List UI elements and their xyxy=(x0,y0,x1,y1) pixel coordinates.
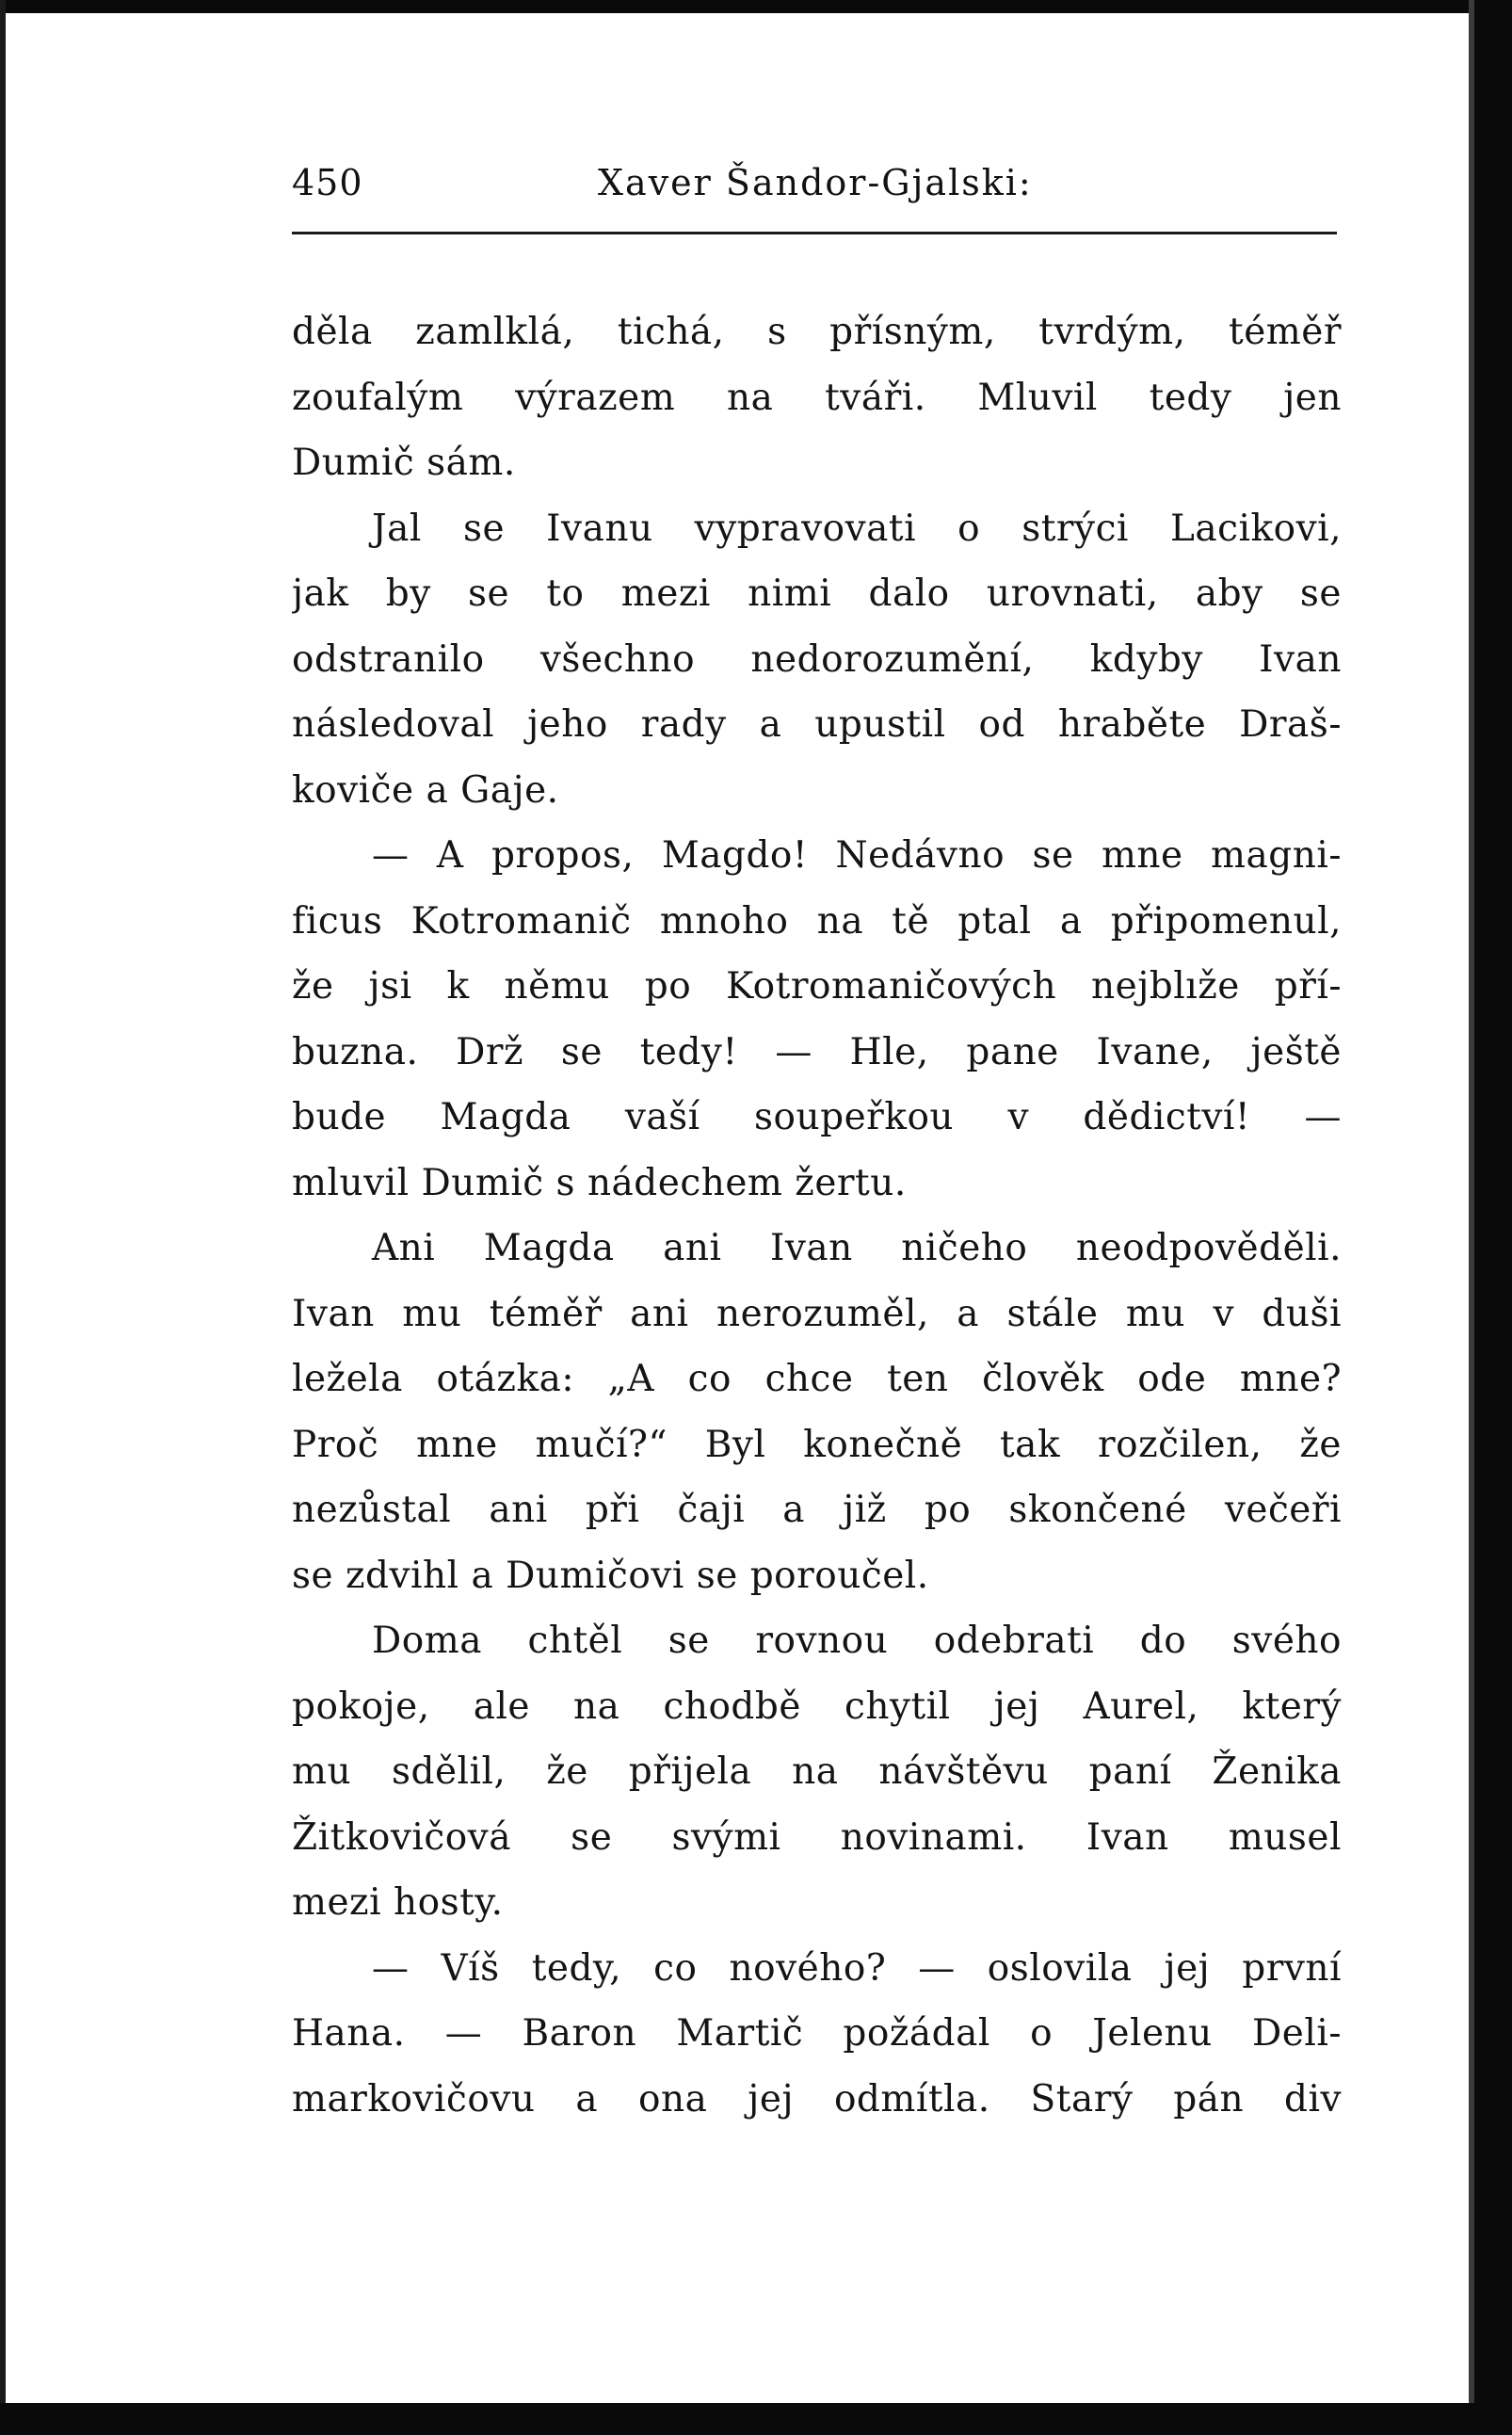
text-line: odstranilo všechno nedorozumění, kdyby Ivan xyxy=(292,637,1342,681)
text-line: bude Magda vaší soupeřkou v dědictví! — xyxy=(292,1096,1342,1138)
text-line: koviče a Gaje. xyxy=(292,768,559,812)
page-header xyxy=(292,162,1337,218)
scan-border-left xyxy=(0,0,6,2435)
text-line: nezůstal ani při čaji a již po skončené večeři xyxy=(292,1489,1342,1531)
text-line: že jsi k němu po Kotromaničových nejblıže pří- xyxy=(292,965,1342,1008)
text-line: markovičovu a ona jej odmítla. Starý pán div xyxy=(292,2077,1342,2121)
header-rule xyxy=(292,232,1337,234)
text-line: ficus Kotromanič mnoho na tě ptal a připomenul, xyxy=(292,899,1342,943)
text-line: mluvil Dumič s nádechem žertu. xyxy=(292,1161,907,1204)
text-line: děla zamlklá, tichá, s přísným, tvrdým, téměř xyxy=(292,311,1342,353)
text-line: pokoje, ale na chodbě chytil jej Aurel, který xyxy=(292,1685,1342,1728)
text-line: jak by se to mezi nimi dalo urovnati, aby se xyxy=(292,572,1342,615)
text-line: se zdvihl a Dumičovi se poroučel. xyxy=(292,1554,929,1597)
scan-border-right xyxy=(1474,0,1512,2435)
text-line: zoufalým výrazem na tváři. Mluvil tedy jen xyxy=(292,376,1342,419)
scan-border-bottom xyxy=(0,2403,1512,2435)
text-line: mu sdělil, že přijela na návštěvu paní Ženika xyxy=(292,1750,1342,1793)
scan-border-top xyxy=(0,0,1512,13)
page-number: 450 xyxy=(292,162,363,203)
text-line: Jal se Ivanu vypravovati o strýci Lacikovi, xyxy=(372,507,1342,550)
text-line: Dumič sám. xyxy=(292,442,516,484)
text-line: Ani Magda ani Ivan ničeho neodpověděli. xyxy=(372,1227,1342,1269)
body-text xyxy=(292,299,1342,2132)
text-line: ležela otázka: „A co chce ten člověk ode mne? xyxy=(292,1358,1342,1400)
text-line: — Víš tedy, co nového? — oslovila jej první xyxy=(372,1946,1342,1990)
text-line: Doma chtěl se rovnou odebrati do svého xyxy=(372,1620,1342,1662)
text-line: Hana. — Baron Martič požádal o Jelenu Deli- xyxy=(292,2012,1342,2055)
text-line: buzna. Drž se tedy! — Hle, pane Ivane, ještě xyxy=(292,1030,1342,1073)
running-title: Xaver Šandor-Gjalski: xyxy=(598,162,1033,203)
text-line: následoval jeho rady a upustil od hraběte Draš- xyxy=(292,703,1342,746)
text-line: mezi hosty. xyxy=(292,1881,504,1924)
text-line: Žitkovičová se svými novinami. Ivan musel xyxy=(292,1815,1342,1859)
text-line: Ivan mu téměř ani nerozuměl, a stále mu v duši xyxy=(292,1292,1342,1335)
text-line: — A propos, Magdo! Nedávno se mne magni- xyxy=(372,834,1342,877)
text-line: Proč mne mučí?“ Byl konečně tak rozčilen, že xyxy=(292,1423,1342,1466)
